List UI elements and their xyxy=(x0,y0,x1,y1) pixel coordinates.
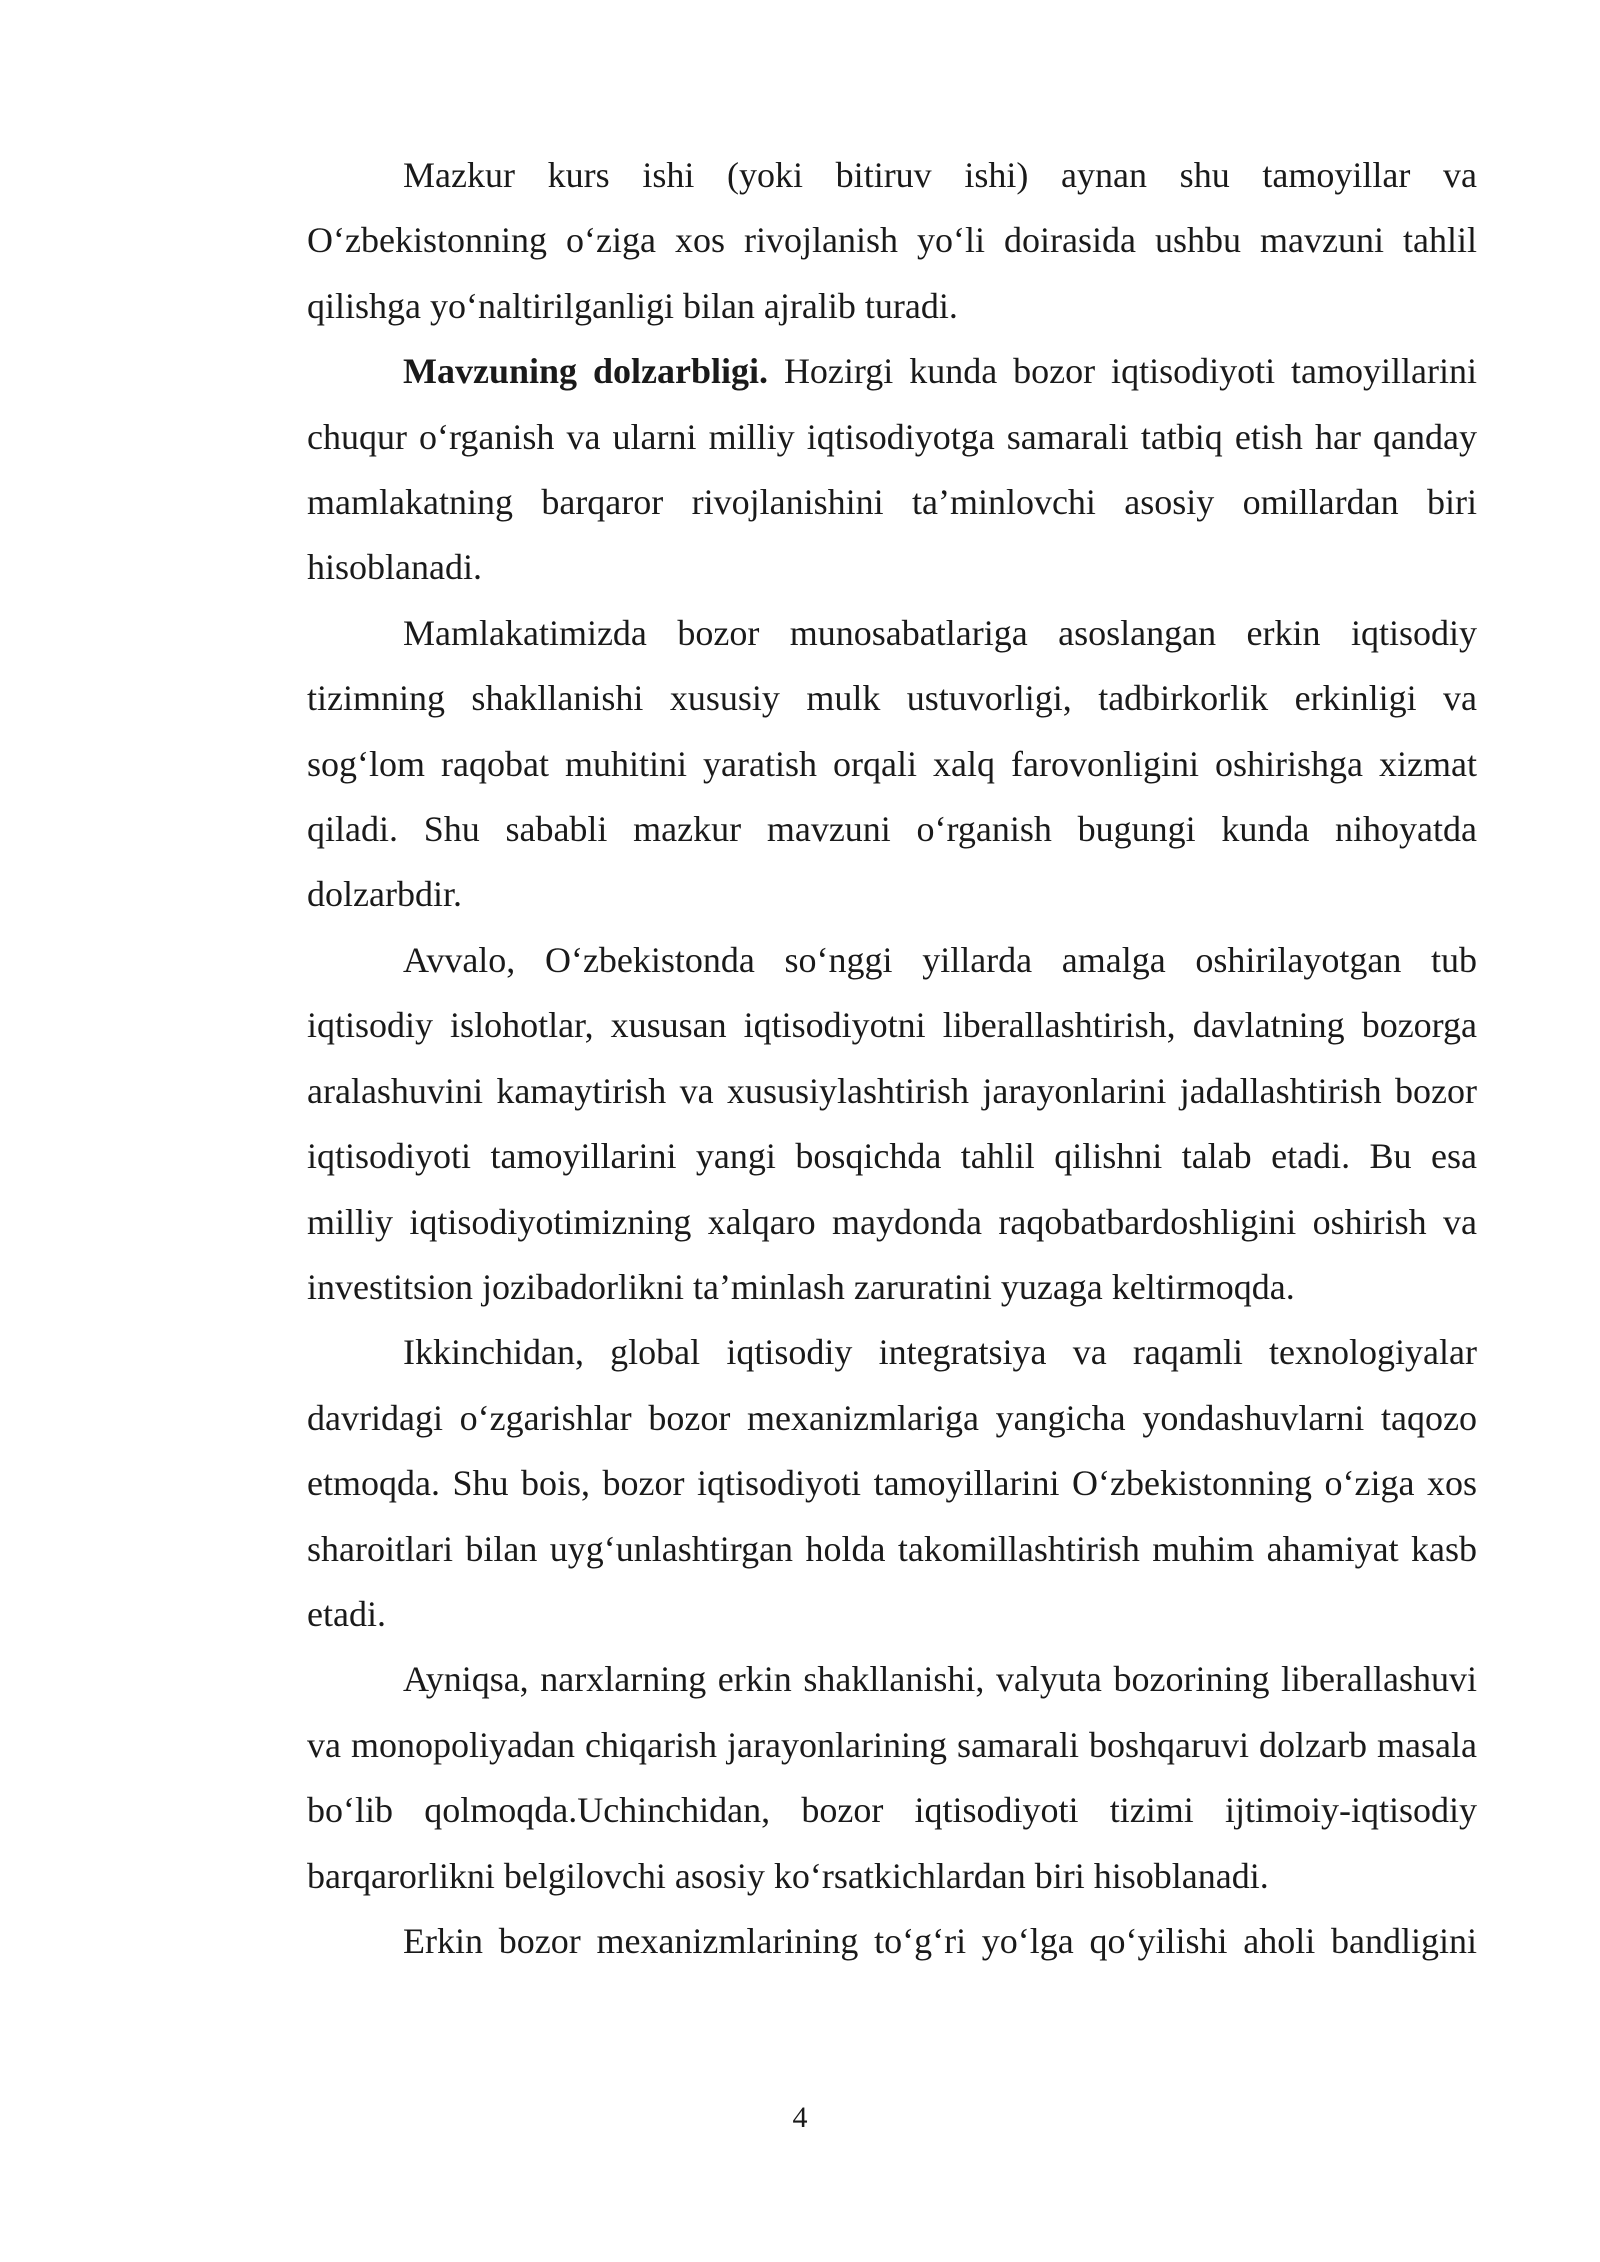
paragraph-intro xyxy=(307,143,1477,339)
paragraph-text: Hozirgi kunda bozor iqtisodiyoti tamoyillarini chuqur o‘rganish va ularni milliy iqtisodiyotga samarali tatbiq etish har qanday mamlakatning barqaror rivojlanishini ta’minlovchi asosiy omillardan biri hisoblanadi. xyxy=(307,351,1477,588)
paragraph-market-system xyxy=(307,601,1477,928)
paragraph-first-reason xyxy=(307,928,1477,1320)
page-number: 4 xyxy=(792,2101,808,2134)
paragraph-third-reason xyxy=(307,1647,1477,1909)
paragraph-text: Ikkinchidan, global iqtisodiy integratsiya va raqamli texnologiyalar davridagi o‘zgarishlar bozor mexanizmlariga yangicha yondashuvlarni taqozo etmoqda. Shu bois, bozor iqtisodiyoti tamoyillarini O‘zbekistonning o‘ziga xos sharoitlari bilan uyg‘unlashtirgan holda takomillashtirish muhim ahamiyat kasb etadi. xyxy=(307,1332,1477,1634)
document-page xyxy=(307,143,1477,1974)
paragraph-continued xyxy=(307,1909,1477,1974)
paragraph-text: Erkin bozor mexanizmlarining to‘g‘ri yo‘lga qo‘yilishi aholi bandligini xyxy=(403,1920,1477,1961)
paragraph-text: Avvalo, O‘zbekistonda so‘nggi yillarda amalga oshirilayotgan tub iqtisodiy islohotlar, xususan iqtisodiyotni liberallashtirish, davlatning bozorga aralashuvini kamaytirish va xususiylashtirish jarayonlarini jadallashtirish bozor iqtisodiyoti tamoyillarini yangi bosqichda tahlil qilishni talab etadi. Bu esa milliy iqtisodiyotimizning xalqaro maydonda raqobatbardoshligini oshirish va investitsion jozibadorlikni ta’minlash zaruratini yuzaga keltirmoqda. xyxy=(307,939,1477,1307)
section-heading: Mavzuning dolzarbligi. xyxy=(403,351,768,392)
paragraph-text: Ayniqsa, narxlarning erkin shakllanishi, valyuta bozorining liberallashuvi va monopoliyadan chiqarish jarayonlarining samarali boshqaruvi dolzarb masala bo‘lib qolmoqda.Uchinchidan, bozor iqtisodiyoti tizimi ijtimoiy-iqtisodiy barqarorlikni belgilovchi asosiy ko‘rsatkichlardan biri hisoblanadi. xyxy=(307,1659,1477,1896)
paragraph-relevance xyxy=(307,339,1477,601)
paragraph-text: Mamlakatimizda bozor munosabatlariga asoslangan erkin iqtisodiy tizimning shakllanishi xususiy mulk ustuvorligi, tadbirkorlik erkinligi va sog‘lom raqobat muhitini yaratish orqali xalq farovonligini oshirishga xizmat qiladi. Shu sababli mazkur mavzuni o‘rganish bugungi kunda nihoyatda dolzarbdir. xyxy=(307,612,1477,915)
paragraph-second-reason xyxy=(307,1320,1477,1647)
paragraph-text: Mazkur kurs ishi (yoki bitiruv ishi) aynan shu tamoyillar va O‘zbekistonning o‘ziga xos rivojlanish yo‘li doirasida ushbu mavzuni tahlil qilishga yo‘naltirilganligi bilan ajralib turadi. xyxy=(307,155,1477,326)
